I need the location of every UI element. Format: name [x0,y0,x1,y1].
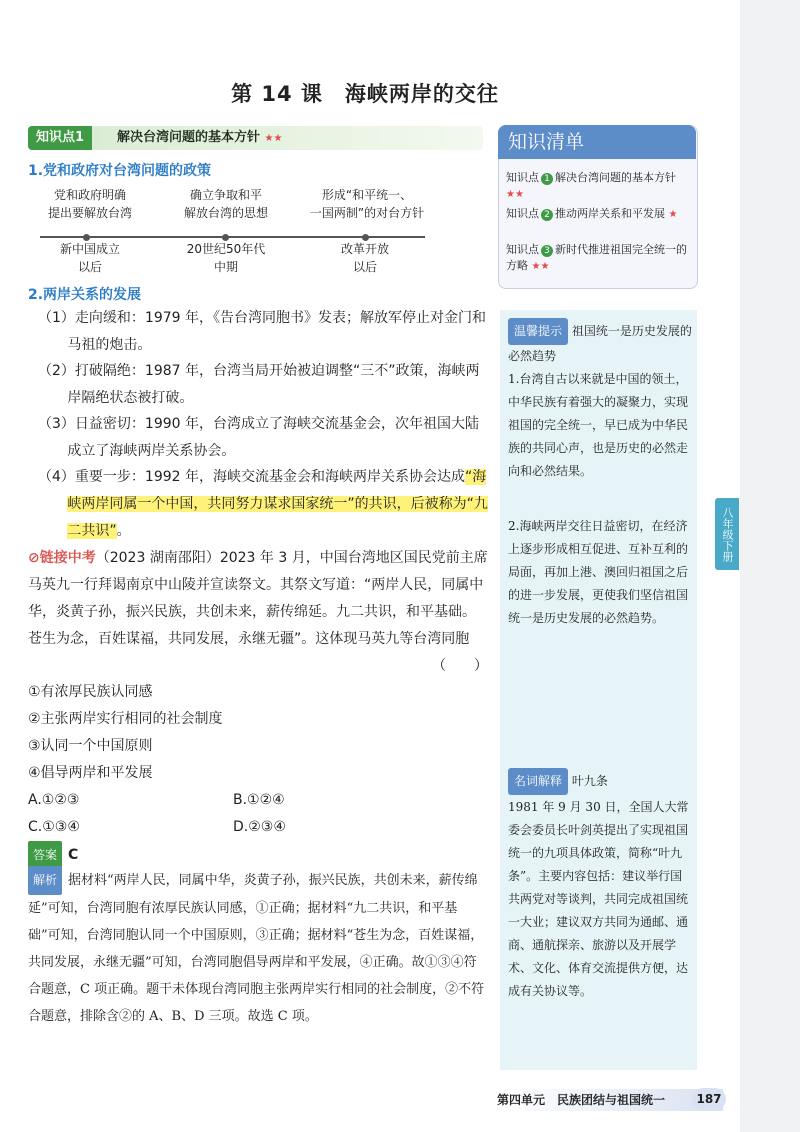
kl-item3-stars: ★★ [531,261,550,272]
kl-item1-stars: ★★ [506,189,524,200]
grade-side-tab: 八年级下册 [715,498,739,570]
timeline-bottom-1: 新中国成立 以后 [59,242,120,274]
choice-c: C.①③④ [28,819,80,835]
kl-item3-num: 3 [541,245,553,257]
kl-item2-stars: ★ [668,209,678,220]
term-body: 1981 年 9 月 30 日，全国人大常委会委员长叶剑英提出了实现祖国统一的九项具体政策，简称“叶九条”。主要内容包括：建议举行国共两党对等谈判，共同完成祖国统一大业；建议双方共同为通邮、通商、通航探亲、旅游以及开展学术、文化、体育交流提供方便，达成有关协议等。 [508,800,689,998]
sec1-heading: 1.党和政府对台湾问题的政策 [28,163,212,179]
question-stem: 2023 年 3 月，中国台湾地区国民党前主席马英九一行拜谒南京中山陵并宣读祭文。其祭文写道：“两岸人民，同属中华，炎黄子孙，振兴民族，共创未来，薪传绵延。九二共识，和平基础。苍生为念，百姓谋福，共同发展，永继无疆”。这体现马英九等台湾同胞 [28,550,488,647]
sec2-item-3: （3）日益密切：1990 年，台湾成立了海峡交流基金会，次年祖国大陆成立了海峡两岸关系协会。 [38,416,479,459]
kp1-stars: ★★ [264,133,283,144]
link-zhongkao-tag: ⊘链接中考 [28,550,96,566]
page-edge [740,0,800,1132]
tip-block [508,318,694,368]
kl-item2-num: 2 [541,209,553,221]
answer-tag: 答案 [28,841,62,870]
question-stem-block [28,545,488,653]
choice-d: D.②③④ [233,819,286,835]
option-4: ④倡导两岸和平发展 [28,765,153,781]
tip-tag: 温馨提示 [508,318,568,345]
tip-paragraph-2: 2.海峡两岸交往日益密切，在经济上逐步形成相互促进、互补互利的局面，再加上港、澳回归祖国之后的进一步发展，更使我们坚信祖国统一是历史发展的必然趋势。 [508,519,689,625]
page-number: 187 [692,1088,726,1110]
analysis-block [28,866,488,1030]
answer-value: C [68,847,79,863]
timeline-bottom-2: 20世纪50年代 中期 [186,242,266,274]
choice-b: B.①②④ [233,792,285,808]
knowledge-list-item-2 [506,206,692,223]
timeline-top-2: 确立争取和平 解放台湾的思想 [183,188,268,220]
page-title: 第 14 课 海峡两岸的交往 [231,82,499,106]
link-zhongkao-label: 链接中考 [39,550,96,566]
knowledge-list-header: 知识清单 [498,125,696,159]
timeline-bottom-3: 改革开放 以后 [340,242,389,274]
sec2-item4-end: 。 [116,523,131,539]
sec2-item-4 [38,464,488,545]
kl-item2-text: 推动两岸关系和平发展 [555,207,665,220]
timeline-top-3: 形成“和平统一、 一国两制”的对台方针 [309,188,425,220]
kl-item2-label: 知识点 [506,207,539,220]
kl-item1-label: 知识点 [506,171,539,184]
tip-title: 祖国统一是历史发展的必然趋势 [508,324,692,363]
kl-item3-label: 知识点 [506,243,539,256]
question-source: （2023 湖南邵阳） [95,550,220,566]
analysis-tag: 解析 [28,866,62,895]
analysis-text: 据材料“两岸人民，同属中华，炎黄子孙，振兴民族，共创未来，薪传绵延”可知，台湾同胞有浓厚民族认同感，①正确；据材料“九二共识，和平基础”可知，台湾同胞认同一个中国原则，③正确；据材料“苍生为念，百姓谋福，共同发展，永继无疆”可知，台湾同胞倡导两岸和平发展，④正确。故①③④符合题意，C 项正确。题干未体现台湾同胞主张两岸实行相同的社会制度，②不符合题意，排除含②的 A、B、D 三项。故选 C 项。 [28,873,485,1024]
option-3: ③认同一个中国原则 [28,738,153,754]
kp1-title-text: 解决台湾问题的基本方针 [117,130,261,145]
term-block [508,768,694,795]
knowledge-list-item-1 [506,170,692,203]
term-tag: 名词解释 [508,768,568,795]
sec2-item4-pre: （4）重要一步：1992 年，海峡交流基金会和海峡两岸关系协会达成 [38,469,465,485]
option-1: ①有浓厚民族认同感 [28,684,153,700]
kl-item3-text: 新时代推进祖国完全统一的方略 [506,243,687,272]
option-2: ②主张两岸实行相同的社会制度 [28,711,223,727]
timeline-top-1: 党和政府明确 提出要解放台湾 [47,188,132,220]
kp1-title [117,126,282,151]
sec2-item4-highlight: “海峡两岸同属一个中国，共同努力谋求国家统一”的共识，后被称为“九二共识” [67,469,488,539]
choice-a: A.①②③ [28,792,80,808]
sec2-heading: 2.两岸关系的发展 [28,287,142,303]
kl-item1-num: 1 [541,173,553,185]
tip-paragraph-1: 1.台湾自古以来就是中国的领土，中华民族有着强大的凝聚力，实现祖国的完全统一，早已成为中华民族的共同心声，也是历史的必然走向和必然结果。 [508,372,689,478]
footer-unit: 第四单元 民族团结与祖国统一 [497,1093,666,1107]
kl-item1-text: 解决台湾问题的基本方针 [555,171,676,184]
sec2-item-2: （2）打破隔绝：1987 年，台湾当局开始被迫调整“三不”政策，海峡两岸隔绝状态被打破。 [38,363,480,406]
kp1-tag: 知识点1 [28,126,92,150]
knowledge-list-item-3 [506,242,692,275]
sec2-item-1: （1）走向缓和：1979 年，《告台湾同胞书》发表；解放军停止对金门和马祖的炮击。 [38,310,486,353]
term-title: 叶九条 [571,774,608,788]
question-paren: （ ） [432,658,488,674]
